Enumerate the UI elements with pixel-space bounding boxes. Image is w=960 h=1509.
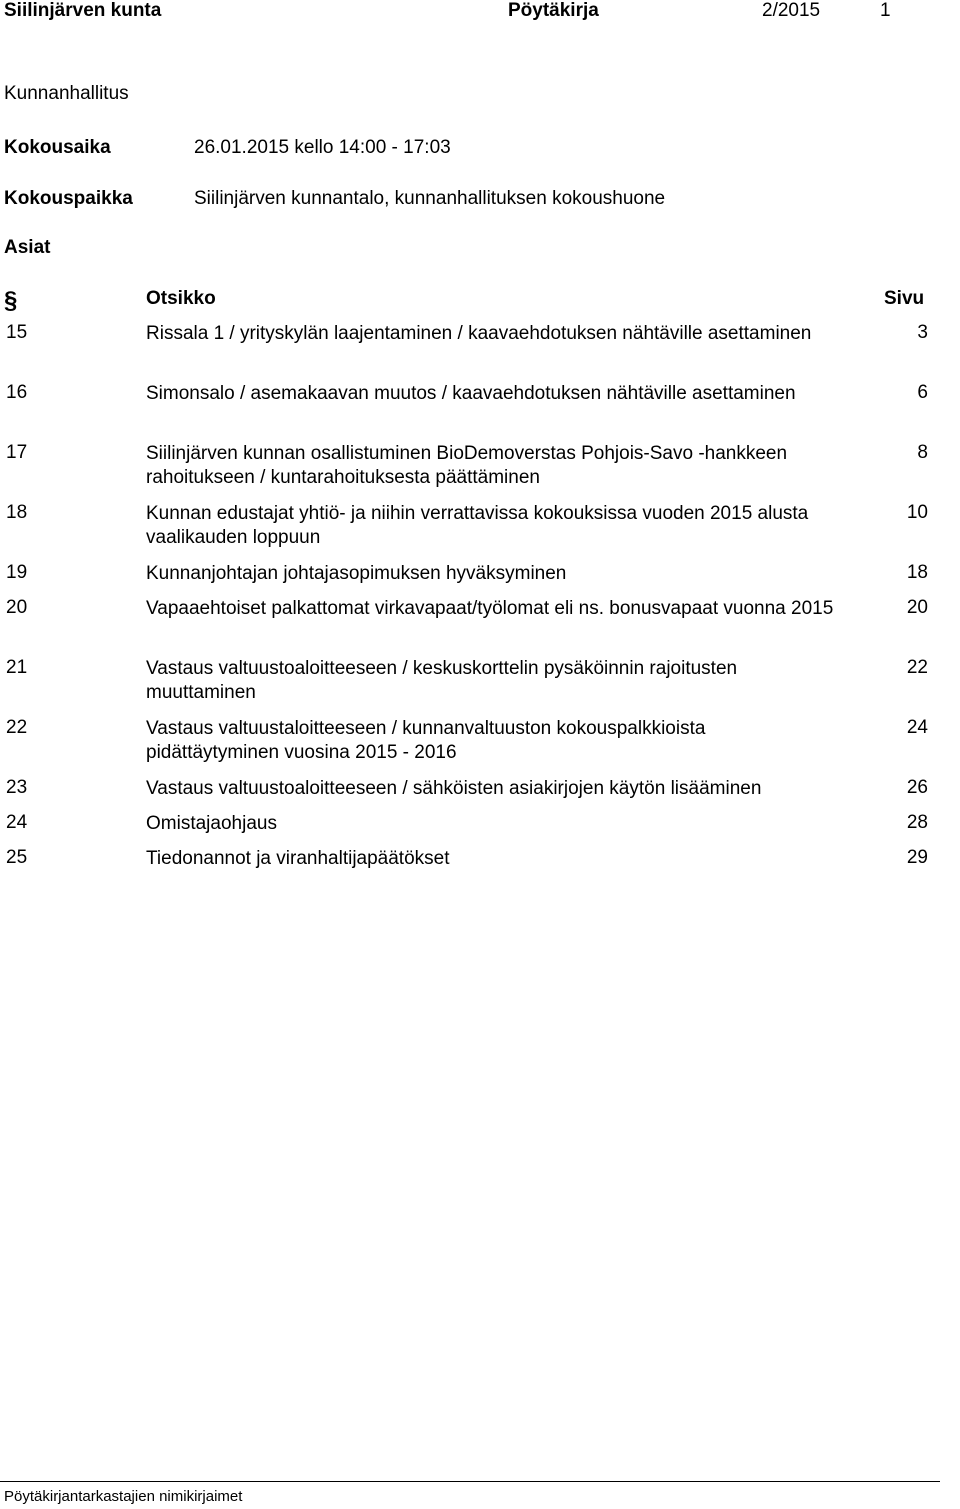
item-number: 25: [6, 847, 28, 868]
meeting-place-value: Siilinjärven kunnantalo, kunnanhallituksen kokoushuone: [194, 188, 666, 209]
item-page: 20: [906, 597, 928, 618]
item-title[interactable]: Vastaus valtuustoaloitteeseen / sähköisten asiakirjojen käytön lisääminen: [146, 778, 762, 799]
item-title[interactable]: Rissala 1 / yrityskylän laajentaminen / kaavaehdotuksen nähtäville asettaminen: [146, 323, 812, 344]
item-page: 24: [906, 717, 928, 738]
item-number: 21: [6, 657, 28, 678]
item-title[interactable]: Simonsalo / asemakaavan muutos / kaavaehdotuksen nähtäville asettaminen: [146, 383, 796, 404]
item-page: 18: [906, 562, 928, 583]
item-number: 16: [6, 382, 28, 403]
section-sign-icon: §: [4, 287, 18, 314]
signature-initials-label: Pöytäkirjantarkastajien nimikirjaimet: [4, 1488, 243, 1505]
item-number: 15: [6, 322, 28, 343]
meeting-time-label: Kokousaika: [4, 137, 111, 158]
item-number: 18: [6, 502, 28, 523]
item-number: 22: [6, 717, 28, 738]
body-name: Kunnanhallitus: [4, 83, 129, 104]
item-title[interactable]: Siilinjärven kunnan osallistuminen BioDemoverstas Pohjois-Savo -hankkeen rahoitukseen / kuntarahoituksesta päättäminen: [146, 443, 788, 488]
item-title[interactable]: Kunnanjohtajan johtajasopimuksen hyväksyminen: [146, 563, 567, 584]
item-page: 29: [906, 847, 928, 868]
footer-divider: [0, 1481, 940, 1482]
document-type: Pöytäkirja: [508, 0, 599, 21]
item-title[interactable]: Tiedonannot ja viranhaltijapäätökset: [146, 848, 450, 869]
item-page: 10: [906, 502, 928, 523]
item-number: 23: [6, 777, 28, 798]
column-header-title: Otsikko: [146, 288, 216, 309]
item-page: 8: [917, 442, 928, 463]
item-page: 3: [917, 322, 928, 343]
meeting-time-value: 26.01.2015 kello 14:00 - 17:03: [194, 137, 451, 158]
meeting-place-label: Kokouspaikka: [4, 188, 133, 209]
item-number: 20: [6, 597, 28, 618]
item-number: 17: [6, 442, 28, 463]
item-number: 24: [6, 812, 28, 833]
item-title[interactable]: Vastaus valtuustaloitteeseen / kunnanvaltuuston kokouspalkkioista pidättäytyminen vuosina 2015 - 2016: [146, 718, 706, 763]
agenda-section-label: Asiat: [4, 237, 51, 258]
item-number: 19: [6, 562, 28, 583]
page-number: 1: [880, 0, 891, 21]
item-page: 6: [917, 382, 928, 403]
item-title[interactable]: Omistajaohjaus: [146, 813, 277, 834]
item-title[interactable]: Vastaus valtuustoaloitteeseen / keskuskorttelin pysäköinnin rajoitusten muuttaminen: [146, 658, 738, 703]
item-page: 28: [906, 812, 928, 833]
column-header-page: Sivu: [884, 288, 925, 309]
item-title[interactable]: Kunnan edustajat yhtiö- ja niihin verrattavissa kokouksissa vuoden 2015 alusta vaalikauden loppuun: [146, 503, 809, 548]
item-page: 22: [906, 657, 928, 678]
document-number: 2/2015: [762, 0, 821, 21]
item-title[interactable]: Vapaaehtoiset palkattomat virkavapaat/työlomat eli ns. bonusvapaat vuonna 2015: [146, 598, 834, 619]
item-page: 26: [906, 777, 928, 798]
organization-name: Siilinjärven kunta: [4, 0, 162, 21]
